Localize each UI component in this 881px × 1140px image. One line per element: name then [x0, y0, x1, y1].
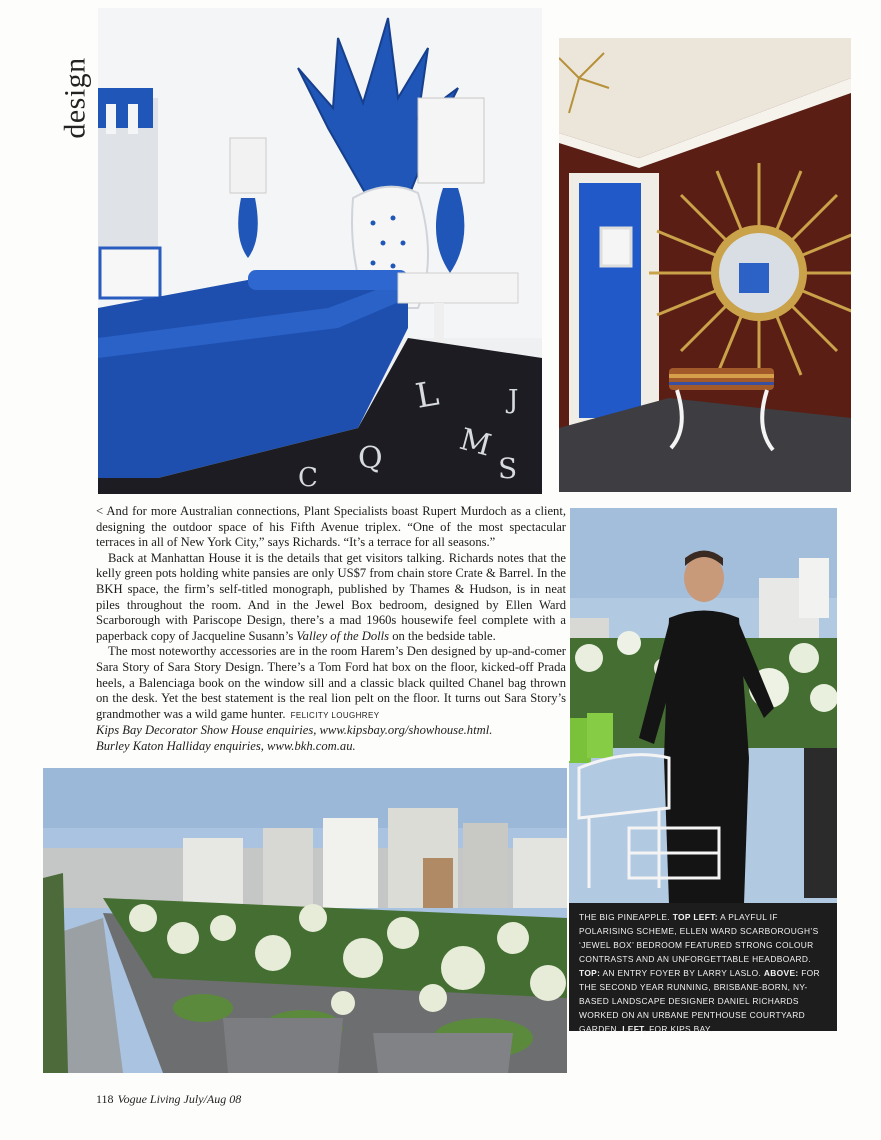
foyer-photo: [559, 38, 851, 492]
page-number: 118: [96, 1092, 114, 1106]
article-paragraph: The most noteworthy accessories are in the room Harem’s Den designed by up-and-comer Sara Story of Sara Story Design. There’s a Tom Ford hat box on the floor, kicked-off Prada heels, a Balenciaga book on the window sill and a classic black quilted Chanel bag thrown on the desk. Yet the best statement is the real lion pelt on the floor. It turns out Sara Story’s grandmother was a wild game hunter. FELICITY LOUGHREY: [96, 644, 566, 721]
svg-text:M: M: [455, 421, 495, 464]
article-paragraph: < And for more Australian connections, Plant Specialists boast Rupert Murdoch as a client, designing the outdoor space of his Fifth Avenue triplex. “One of the most spectacular terraces in all of New York City,” says Richards. “It’s a terrace for all seasons.”: [96, 504, 566, 550]
enquiry-line: Kips Bay Decorator Show House enquiries, www.kipsbay.org/showhouse.html.: [96, 723, 493, 738]
svg-text:L: L: [412, 373, 442, 417]
article-body: [96, 504, 570, 761]
book-title: Valley of the Dolls: [296, 628, 390, 643]
enquiry-line: Burley Katon Halliday enquiries, www.bkh.com.au.: [96, 738, 356, 753]
svg-text:Q: Q: [358, 441, 383, 476]
magazine-issue: Vogue Living July/Aug 08: [117, 1092, 242, 1106]
byline: FELICITY LOUGHREY: [290, 710, 380, 720]
section-label: design: [59, 57, 93, 139]
bedroom-photo: [98, 8, 542, 494]
terrace-garden-photo: [43, 768, 567, 1073]
designer-portrait-photo: [569, 508, 837, 904]
page-footer: [96, 1092, 241, 1107]
svg-text:S: S: [498, 452, 518, 485]
article-paragraph: Back at Manhattan House it is the details that get visitors talking. Richards notes that the kelly green pots holding white pansies are only US$7 from chain store Crate & Barrel. In the BKH space, the firm’s self-titled monograph, published by Thames & Hudson, is in neat piles throughout the room. And in the Jewel Box bedroom, designed by Ellen Ward Scarborough with Pariscope Design, there’s a mad 1960s housewife feel complete with a paperback copy of Jacqueline Susann’s Valley of the Dolls on the bedside table.: [96, 550, 566, 643]
svg-text:C: C: [298, 463, 318, 493]
photo-caption: THE BIG PINEAPPLE. TOP LEFT: A PLAYFUL IF POLARISING SCHEME, ELLEN WARD SCARBOROUGH’S ‘JEWEL BOX’ BEDROOM FEATURED STRONG COLOUR CONTRASTS AND AN UNFORGETTABLE HEADBOARD. TOP: AN ENTRY FOYER BY LARRY LASLO. ABOVE: FOR THE SECOND YEAR RUNNING, BRISBANE-BORN, NY-BASED LANDSCAPE DESIGNER DANIEL RICHARDS WORKED ON AN URBANE PENTHOUSE COURTYARD GARDEN, LEFT, FOR KIPS BAY.: [569, 903, 837, 1031]
svg-text:J: J: [508, 385, 519, 415]
